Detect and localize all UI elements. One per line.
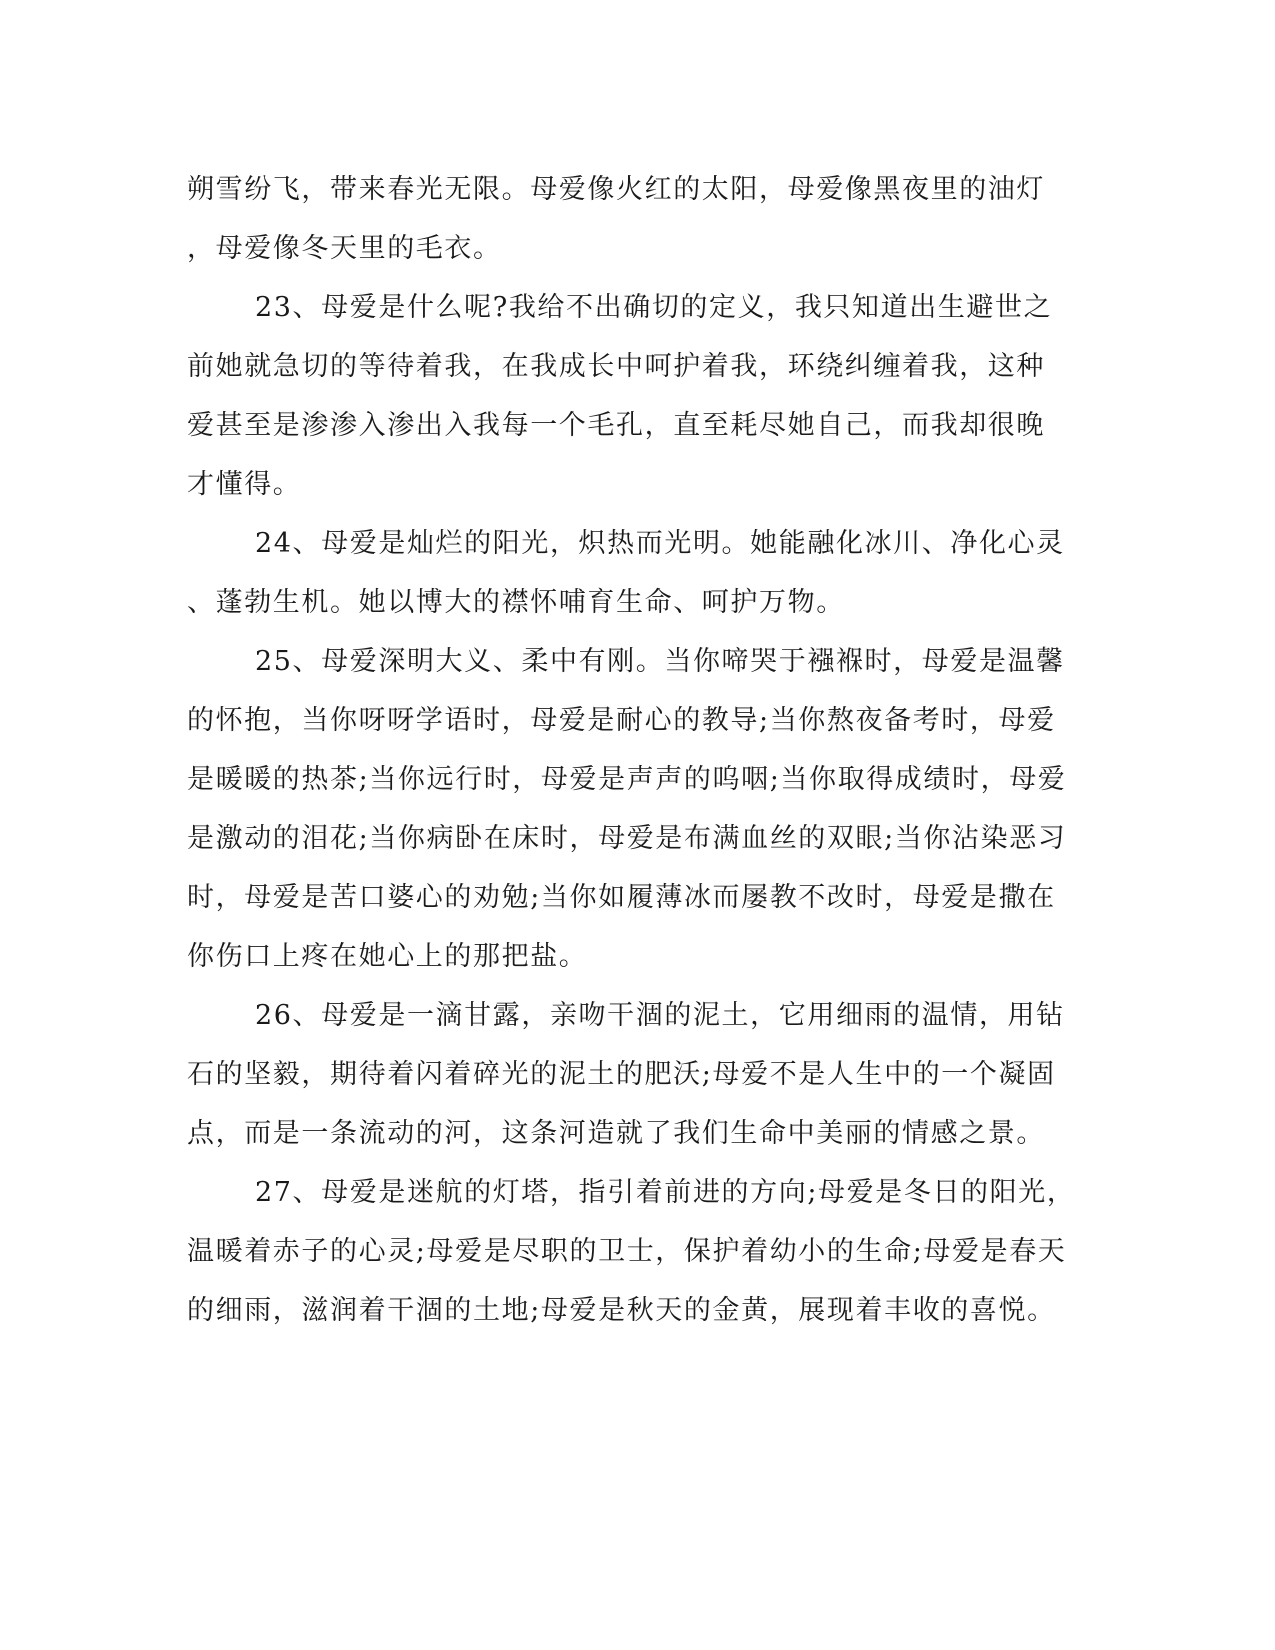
text-line: 是暖暖的热茶;当你远行时，母爱是声声的呜咽;当你取得成绩时，母爱 bbox=[187, 764, 1067, 795]
text-line: ，母爱像冬天里的毛衣。 bbox=[187, 233, 502, 264]
text-line: 23、母爱是什么呢?我给不出确切的定义，我只知道出生避世之 bbox=[255, 292, 1053, 323]
text-line: 爱甚至是渗渗入渗出入我每一个毛孔，直至耗尽她自己，而我却很晚 bbox=[187, 410, 1045, 441]
paragraph-25 bbox=[187, 632, 1067, 986]
text-line: 、蓬勃生机。她以博大的襟怀哺育生命、呵护万物。 bbox=[187, 587, 845, 618]
paragraph-26 bbox=[187, 986, 1067, 1163]
paragraph-27 bbox=[187, 1163, 1076, 1340]
text-line: 朔雪纷飞，带来春光无限。母爱像火红的太阳，母爱像黑夜里的油灯 bbox=[187, 174, 1045, 205]
text-line: 你伤口上疼在她心上的那把盐。 bbox=[187, 941, 588, 972]
text-line: 27、母爱是迷航的灯塔，指引着前进的方向;母爱是冬日的阳光， bbox=[255, 1177, 1076, 1208]
paragraph-24 bbox=[187, 514, 1067, 632]
paragraph-23 bbox=[187, 278, 1067, 514]
text-line: 25、母爱深明大义、柔中有刚。当你啼哭于襁褓时，母爱是温馨 bbox=[255, 646, 1065, 677]
text-line: 石的坚毅，期待着闪着碎光的泥土的肥沃;母爱不是人生中的一个凝固 bbox=[187, 1059, 1056, 1090]
text-line: 温暖着赤子的心灵;母爱是尽职的卫士，保护着幼小的生命;母爱是春天 bbox=[187, 1236, 1067, 1267]
paragraph-22-continuation bbox=[187, 160, 1067, 278]
text-line: 是激动的泪花;当你病卧在床时，母爱是布满血丝的双眼;当你沾染恶习 bbox=[187, 823, 1067, 854]
text-line: 24、母爱是灿烂的阳光，炽热而光明。她能融化冰川、净化心灵 bbox=[255, 528, 1065, 559]
text-line: 前她就急切的等待着我，在我成长中呵护着我，环绕纠缠着我，这种 bbox=[187, 351, 1045, 382]
text-line: 的怀抱，当你呀呀学语时，母爱是耐心的教导;当你熬夜备考时，母爱 bbox=[187, 705, 1056, 736]
text-line: 的细雨，滋润着干涸的土地;母爱是秋天的金黄，展现着丰收的喜悦。 bbox=[187, 1295, 1056, 1326]
text-line: 才懂得。 bbox=[187, 469, 302, 500]
text-line: 26、母爱是一滴甘露，亲吻干涸的泥土，它用细雨的温情，用钻 bbox=[255, 1000, 1065, 1031]
text-line: 时，母爱是苦口婆心的劝勉;当你如履薄冰而屡教不改时，母爱是撒在 bbox=[187, 882, 1056, 913]
text-line: 点，而是一条流动的河，这条河造就了我们生命中美丽的情感之景。 bbox=[187, 1118, 1045, 1149]
document-body bbox=[187, 160, 1076, 1340]
